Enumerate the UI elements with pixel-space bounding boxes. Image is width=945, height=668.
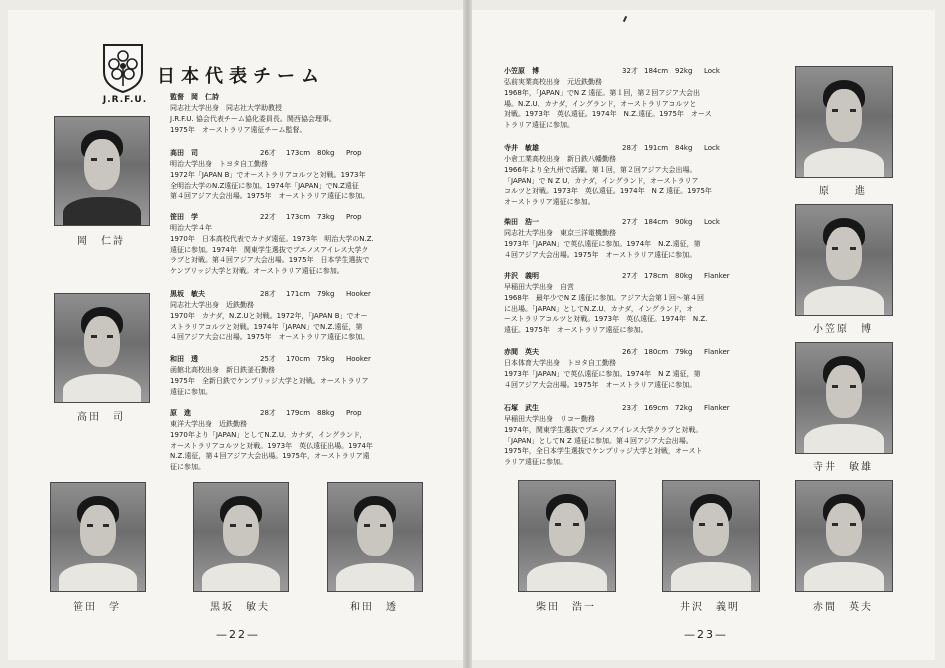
entry-line: 早稲田大学出身 リコー勤務 (504, 415, 595, 423)
entry-line: に出場。「JAPAN」としてN.Z.U．カナダ，イングランド，オ (504, 304, 694, 313)
portrait-photo (795, 204, 893, 316)
entry-name: 高田 司 (170, 149, 198, 157)
portrait-photo (50, 482, 146, 592)
entry-line: 1972年「JAPAN B」でオーストラリアコルツと対戦。1973年 (170, 170, 366, 179)
entry-line: オーストラリア遠征に参加。 (504, 198, 595, 207)
entry-name: 笹田 学 (170, 213, 198, 221)
photo-caption: 和田 透 (350, 602, 398, 613)
entry-line: ４回アジア大会出場。1975年 オーストラリア遠征に参加。 (504, 380, 697, 389)
player-entry (504, 271, 774, 336)
entry-name: 寺井 敏雄 (504, 144, 539, 152)
entry-line: 1968年 最年少でN Z 遠征に参加。アジア大会第１回〜第４回 (504, 293, 705, 302)
portrait-photo (795, 342, 893, 454)
entry-line: 第４回アジア大会出場。1975年 オーストラリア遠征に参加。 (170, 192, 370, 201)
portrait-photo (795, 480, 893, 592)
portrait-photo (795, 66, 893, 178)
entry-age: 32才 (622, 67, 638, 75)
photo-caption: 寺井 敏雄 (813, 462, 873, 473)
photo-caption: 井沢 義明 (680, 602, 740, 613)
player-entry (504, 347, 774, 390)
entry-position: Lock (704, 67, 720, 75)
entry-line: 1966年より全九州で活躍。第１回，第２回アジア大会出場。 (504, 165, 697, 174)
entry-line: ４回アジア大会出場。1975年 オーストラリア遠征に参加。 (504, 250, 697, 259)
entry-height-weight: 178cm 80kg (644, 272, 693, 280)
entry-age: 25才 (260, 355, 276, 363)
entry-line: 1970年 日本高校代表でカナダ遠征。1973年 明治大学のN.Z. (170, 234, 374, 243)
entry-position: Prop (346, 149, 362, 157)
entry-line: 明治大学出身 トヨタ自工勤務 (170, 160, 268, 168)
entry-height-weight: 173cm 73kg (286, 213, 335, 221)
player-entry (170, 148, 415, 202)
entry-age: 28才 (260, 409, 276, 417)
entry-name: 小笠原 博 (504, 67, 539, 75)
player-entry (170, 354, 415, 397)
photo-caption: 柴田 浩一 (536, 602, 596, 613)
portrait-photo (327, 482, 423, 592)
entry-height-weight: 191cm 84kg (644, 144, 693, 152)
entry-line: ーストラリアコルツと対戦。1973年 英仏遠征。1974年 N.Z. (504, 315, 708, 324)
entry-age: 27才 (622, 218, 638, 226)
entry-age: 27才 (622, 272, 638, 280)
photo-caption: 原 進 (819, 186, 867, 197)
entry-line: 「JAPAN」で N Z U．カナダ，イングランド，オーストラリア (504, 176, 699, 185)
jrfu-logo-icon (101, 42, 145, 94)
entry-line: 1970年より「JAPAN」としてN.Z.U．カナダ，イングランド， (170, 430, 367, 439)
entry-line: 函館北高校出身 新日鉄釜石勤務 (170, 366, 275, 374)
logo-text: J.R.F.U. (102, 95, 148, 105)
entry-line: 遠征に参加。1974年 関東学生選抜でブエノスアイレス大学ク (170, 245, 369, 254)
book-gutter (463, 0, 472, 668)
entry-height-weight: 171cm 79kg (286, 290, 335, 298)
page-number: —22— (216, 628, 260, 641)
entry-line: 1974年，関東学生選抜でブエノスアイレス大学クラブと対戦。 (504, 425, 703, 434)
portrait-photo (54, 116, 150, 226)
player-entry (504, 143, 774, 208)
entry-line: 東洋大学出身 近鉄勤務 (170, 420, 247, 428)
entry-position: Flanker (704, 348, 730, 356)
entry-line: 1975年，全日本学生選抜でケンブリッジ大学と対戦，オースト (504, 447, 703, 456)
entry-age: 28才 (260, 290, 276, 298)
entry-height-weight: 173cm 80kg (286, 149, 335, 157)
entry-name: 原 進 (170, 409, 191, 417)
entry-line: N.Z.遠征，第４回アジア大会出場。1975年，オーストラリア遠 (170, 452, 370, 461)
entry-age: 23才 (622, 404, 638, 412)
entry-height-weight: 170cm 75kg (286, 355, 335, 363)
player-entry (504, 217, 774, 260)
player-entry (504, 66, 774, 131)
entry-line: コルツと対戦。1973年 英仏遠征。1974年 N Z 遠征。1975年 (504, 187, 712, 196)
entry-line: ケンブリッジ大学と対戦。オーストラリア遠征に参加。 (170, 267, 344, 276)
portrait-photo (662, 480, 760, 592)
entry-line: 明治大学４年 (170, 224, 212, 232)
photo-caption: 黒坂 敏夫 (210, 602, 270, 613)
entry-line: ラリア遠征に参加。 (504, 458, 567, 467)
entry-name: 和田 透 (170, 355, 198, 363)
photo-caption: 赤間 英夫 (813, 602, 873, 613)
entry-name: 黒坂 敏夫 (170, 290, 205, 298)
entry-height-weight: 180cm 79kg (644, 348, 693, 356)
entry-name: 柴田 浩一 (504, 218, 539, 226)
entry-position: Flanker (704, 272, 730, 280)
player-entry (170, 408, 415, 473)
photo-caption: 高田 司 (77, 412, 125, 423)
entry-height-weight: 169cm 72kg (644, 404, 693, 412)
portrait-photo (193, 482, 289, 592)
photo-caption: 小笠原 博 (813, 324, 873, 335)
entry-line: 1968年，「JAPAN」でN Z 遠征。第１回，第２回アジア大会出 (504, 88, 701, 97)
entry-name: 井沢 義明 (504, 272, 539, 280)
player-entry (170, 289, 415, 343)
entry-position: Lock (704, 218, 720, 226)
entry-line: 同志社大学出身 東京三洋電機勤務 (504, 229, 616, 237)
entry-age: 26才 (260, 149, 276, 157)
entry-position: Prop (346, 409, 362, 417)
entry-line: 「JAPAN」としてN Z 遠征に参加。第４回アジア大会出場。 (504, 436, 693, 445)
entry-position: Flanker (704, 404, 730, 412)
entry-line: 1975年 全新日鉄でケンブリッジ大学と対戦。オーストラリア (170, 376, 369, 385)
entry-line: ４回アジア大会に出場。1975年 オーストラリア遠征に参加。 (170, 333, 370, 342)
entry-line: 同志社大学出身 同志社大学助教授 (170, 104, 282, 112)
entry-line: 早稲田大学出身 自営 (504, 283, 574, 291)
player-entry (170, 212, 415, 277)
entry-position: Hooker (346, 290, 371, 298)
entry-line: オーストラリアコルツと対戦。1973年 英仏遠征出場。1974年 (170, 441, 373, 450)
entry-position: Lock (704, 144, 720, 152)
page-title: 日本代表チーム (157, 66, 325, 87)
entry-line: 征に参加。 (170, 463, 205, 472)
entry-line: 遠征。1975年 オーストラリア遠征に参加。 (504, 326, 648, 335)
entry-line: ストラリアコルツと対戦。1974年「JAPAN」でN.Z.遠征，第 (170, 322, 363, 331)
entry-line: 1975年 オーストラリア遠征チーム監督。 (170, 125, 307, 134)
entry-line: 同志社大学出身 近鉄勤務 (170, 301, 254, 309)
photo-caption: 笹田 学 (73, 602, 121, 613)
entry-age: 28才 (622, 144, 638, 152)
portrait-photo (518, 480, 616, 592)
entry-line: 弘前実業高校出身 元近鉄勤務 (504, 78, 602, 86)
portrait-photo (54, 293, 150, 403)
entry-line: 1973年「JAPAN」で英仏遠征に参加。1974年 N.Z.遠征，第 (504, 239, 701, 248)
entry-line: 小倉工業高校出身 新日鉄八幡勤務 (504, 155, 616, 163)
player-entry (170, 92, 415, 135)
entry-position: Prop (346, 213, 362, 221)
entry-height-weight: 184cm 90kg (644, 218, 693, 226)
entry-position: Hooker (346, 355, 371, 363)
player-entry (504, 403, 774, 468)
photo-caption: 岡 仁詩 (77, 236, 125, 247)
entry-age: 22才 (260, 213, 276, 221)
entry-name: 赤間 英夫 (504, 348, 539, 356)
entry-line: 1970年 カナダ，N.Z.Uと対戦。1972年，「JAPAN B」でオー (170, 311, 368, 320)
entry-name: 監督 岡 仁詩 (170, 93, 219, 101)
entry-line: トラリア遠征に参加。 (504, 121, 574, 130)
entry-height-weight: 179cm 88kg (286, 409, 335, 417)
entry-height-weight: 184cm 92kg (644, 67, 693, 75)
entry-line: J.R.F.U. 協会代表チーム協化委員長。関西協会理事。 (170, 114, 336, 123)
entry-age: 26才 (622, 348, 638, 356)
entry-line: 対戦。1973年 英仏遠征。1974年 N.Z.遠征。1975年 オース (504, 110, 712, 119)
entry-line: 全明治大学のN.Z遠征に参加。1974年「JAPAN」でN.Z遠征 (170, 181, 359, 190)
entry-line: 遠征に参加。 (170, 387, 212, 396)
entry-line: ラブと対戦。第４回アジア大会出場。1975年 日本学生選抜で (170, 256, 370, 265)
entry-name: 石塚 武生 (504, 404, 539, 412)
entry-line: 1973年「JAPAN」で英仏遠征に参加。1974年 N Z 遠征，第 (504, 369, 701, 378)
page-number: —23— (684, 628, 728, 641)
entry-line: 場。N.Z.U．カナダ，イングランド，オーストラリアコルツと (504, 99, 697, 108)
entry-line: 日本体育大学出身 トヨタ自工勤務 (504, 359, 616, 367)
